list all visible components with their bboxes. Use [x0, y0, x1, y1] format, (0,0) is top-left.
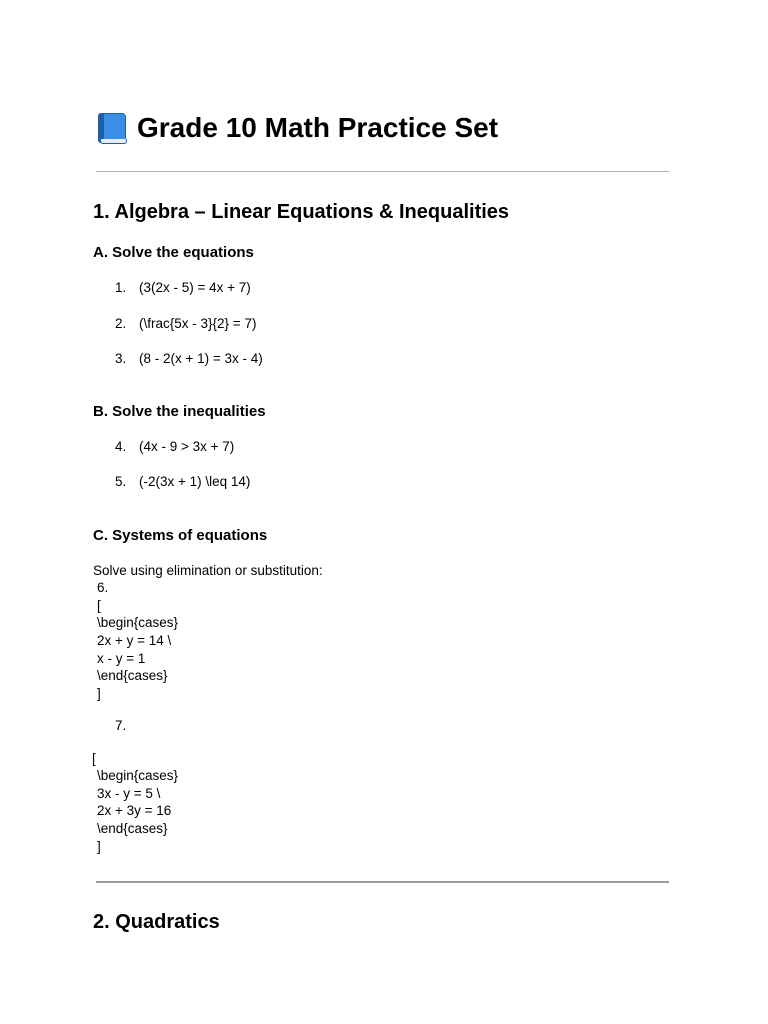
system-line: 3x - y = 5 \ [97, 786, 161, 801]
section-2-heading: 2. Quadratics [93, 911, 220, 933]
system-line: x - y = 1 [97, 651, 146, 666]
blue-book-icon [95, 112, 125, 144]
item-number: 2. [115, 316, 127, 331]
part-a-heading: A. Solve the equations [93, 244, 254, 261]
system-line: \end{cases} [97, 668, 168, 683]
equation-item: (8 - 2(x + 1) = 3x - 4) [139, 351, 263, 366]
system-line: 2x + 3y = 16 [97, 803, 172, 818]
page-title [95, 112, 498, 144]
equation-item: (3(2x - 5) = 4x + 7) [139, 280, 251, 295]
divider-bottom [96, 881, 669, 883]
system-line: 2x + y = 14 \ [97, 633, 172, 648]
system-line: [ [92, 751, 96, 766]
system-line: ] [97, 839, 101, 854]
system-line: \begin{cases} [97, 615, 179, 630]
inequality-item: (4x - 9 > 3x + 7) [139, 439, 235, 454]
divider-top [96, 171, 669, 172]
page-title-text: Grade 10 Math Practice Set [137, 112, 499, 143]
system-line: \begin{cases} [97, 768, 179, 783]
inequality-item: (-2(3x + 1) \leq 14) [139, 474, 251, 489]
system-7-number: 7. [115, 718, 127, 733]
system-line: ] [97, 686, 101, 701]
section-1-heading: 1. Algebra – Linear Equations & Inequalities [93, 201, 510, 223]
systems-intro: Solve using elimination or substitution: [93, 563, 323, 578]
system-line: [ [97, 598, 101, 613]
item-number: 4. [115, 439, 127, 454]
system-6-number: 6. [97, 580, 109, 595]
item-number: 3. [115, 351, 127, 366]
system-line: \end{cases} [97, 821, 168, 836]
item-number: 5. [115, 474, 127, 489]
part-b-heading: B. Solve the inequalities [93, 403, 266, 420]
equation-item: (\frac{5x - 3}{2} = 7) [139, 316, 257, 331]
item-number: 1. [115, 280, 127, 295]
part-c-heading: C. Systems of equations [93, 527, 268, 544]
